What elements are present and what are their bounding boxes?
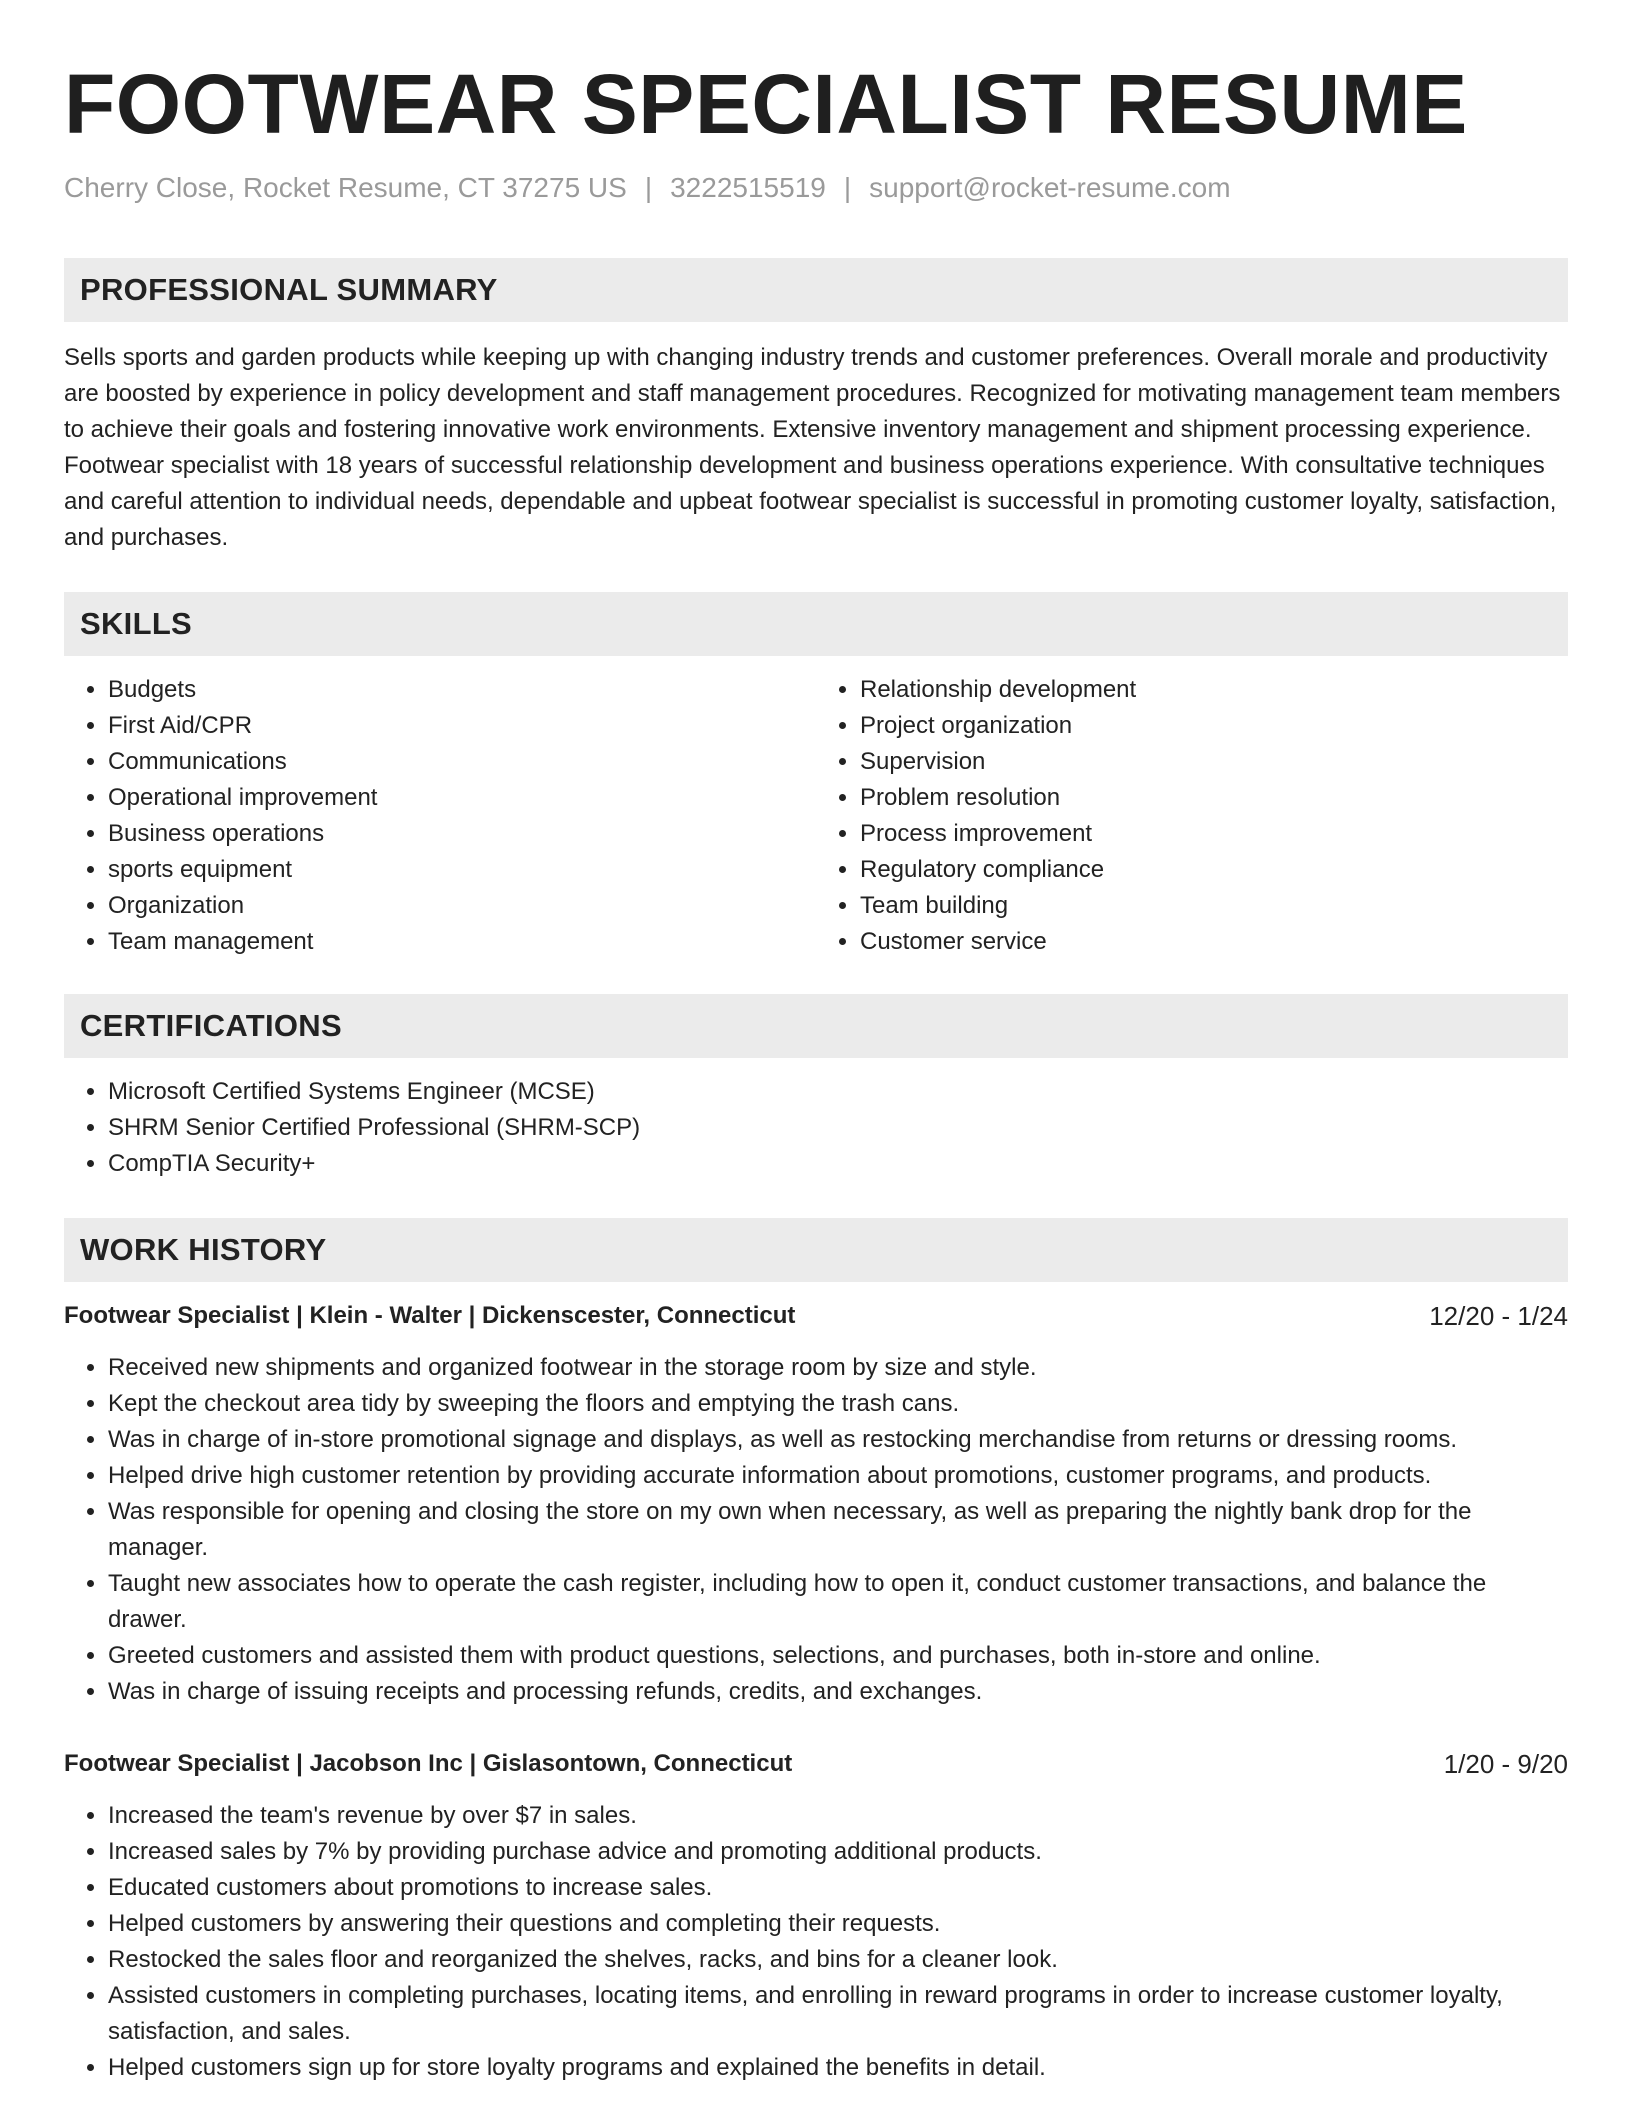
section-heading-summary: PROFESSIONAL SUMMARY: [64, 258, 1568, 322]
job-duty: • Kept the checkout area tidy by sweeping the floors and emptying the trash cans.: [108, 1386, 1568, 1422]
contact-separator: |: [843, 172, 852, 203]
section-heading-certifications: CERTIFICATIONS: [64, 994, 1568, 1058]
skill-item: • Process improvement: [860, 816, 1568, 852]
job-duty: • Received new shipments and organized footwear in the storage room by size and style.: [108, 1350, 1568, 1386]
skill-item: • Problem resolution: [860, 780, 1568, 816]
skill-item: • Regulatory compliance: [860, 852, 1568, 888]
job-duty: • Was in charge of in-store promotional signage and displays, as well as restocking merchandise from returns or dressing rooms.: [108, 1422, 1568, 1458]
job-header: [64, 1746, 1568, 1782]
skill-item: • Business operations: [108, 816, 816, 852]
certification-item: • CompTIA Security+: [108, 1146, 1568, 1182]
skill-item: • Relationship development: [860, 672, 1568, 708]
job-duty: • Greeted customers and assisted them with product questions, selections, and purchases, both in-store and online.: [108, 1638, 1568, 1674]
certification-item: • SHRM Senior Certified Professional (SHRM-SCP): [108, 1110, 1568, 1146]
job-duty: • Was in charge of issuing receipts and processing refunds, credits, and exchanges.: [108, 1674, 1568, 1710]
resume-title: FOOTWEAR SPECIALIST RESUME: [64, 57, 1468, 151]
job-duty: • Increased sales by 7% by providing purchase advice and promoting additional products.: [108, 1834, 1568, 1870]
job-duty: • Helped customers sign up for store loyalty programs and explained the benefits in detail.: [108, 2050, 1568, 2086]
contact-separator: |: [644, 172, 653, 203]
skill-item: • Team building: [860, 888, 1568, 924]
job-duty: • Increased the team's revenue by over $7 in sales.: [108, 1798, 1568, 1834]
skill-item: • Project organization: [860, 708, 1568, 744]
skills-list-left: [64, 672, 816, 960]
job-duty: • Educated customers about promotions to increase sales.: [108, 1870, 1568, 1906]
job-dates: 1/20 - 9/20: [1443, 1749, 1568, 1779]
contact-address: Cherry Close, Rocket Resume, CT 37275 US: [64, 172, 627, 203]
job-title: Footwear Specialist | Jacobson Inc | Gislasontown, Connecticut: [64, 1750, 793, 1777]
contact-phone: 3222515519: [670, 172, 826, 203]
skill-item: • Supervision: [860, 744, 1568, 780]
job-entry: [64, 1746, 1568, 2086]
job-duties-list: [64, 1798, 1568, 2086]
job-duty: • Assisted customers in completing purchases, locating items, and enrolling in reward programs in order to increase customer loyalty, satisfaction, and sales.: [108, 1978, 1568, 2050]
skills-list-right: [816, 672, 1568, 960]
job-duties-list: [64, 1350, 1568, 1710]
certification-item: • Microsoft Certified Systems Engineer (MCSE): [108, 1074, 1568, 1110]
skill-item: • Budgets: [108, 672, 816, 708]
skills-grid: [64, 672, 1568, 960]
skill-item: • Customer service: [860, 924, 1568, 960]
skill-item: • Organization: [108, 888, 816, 924]
contact-email: support@rocket-resume.com: [869, 172, 1231, 203]
skill-item: • sports equipment: [108, 852, 816, 888]
section-heading-work-history: WORK HISTORY: [64, 1218, 1568, 1282]
job-duty: • Restocked the sales floor and reorganized the shelves, racks, and bins for a cleaner look.: [108, 1942, 1568, 1978]
skill-item: • Team management: [108, 924, 816, 960]
job-entry: [64, 1298, 1568, 1710]
job-dates: 12/20 - 1/24: [1429, 1301, 1568, 1331]
skill-item: • First Aid/CPR: [108, 708, 816, 744]
summary-text: Sells sports and garden products while keeping up with changing industry trends and customer preferences. Overall morale and productivity are boosted by experience in policy development and staff management procedures. Recognized for motivating management team members to achieve their goals and fostering innovative work environments. Extensive inventory management and shipment processing experience. Footwear specialist with 18 years of successful relationship development and business operations experience. With consultative techniques and careful attention to individual needs, dependable and upbeat footwear specialist is successful in promoting customer loyalty, satisfaction, and purchases.: [64, 344, 1561, 551]
skill-item: • Operational improvement: [108, 780, 816, 816]
job-duty: • Was responsible for opening and closing the store on my own when necessary, as well as preparing the nightly bank drop for the manager.: [108, 1494, 1568, 1566]
certifications-list: [64, 1074, 1568, 1182]
job-duty: • Helped drive high customer retention by providing accurate information about promotions, customer programs, and products.: [108, 1458, 1568, 1494]
job-title: Footwear Specialist | Klein - Walter | Dickenscester, Connecticut: [64, 1302, 796, 1329]
job-duty: • Helped customers by answering their questions and completing their requests.: [108, 1906, 1568, 1942]
contact-line: [64, 170, 1568, 206]
job-header: [64, 1298, 1568, 1334]
job-duty: • Taught new associates how to operate the cash register, including how to open it, conduct customer transactions, and balance the drawer.: [108, 1566, 1568, 1638]
skill-item: • Communications: [108, 744, 816, 780]
section-heading-skills: SKILLS: [64, 592, 1568, 656]
